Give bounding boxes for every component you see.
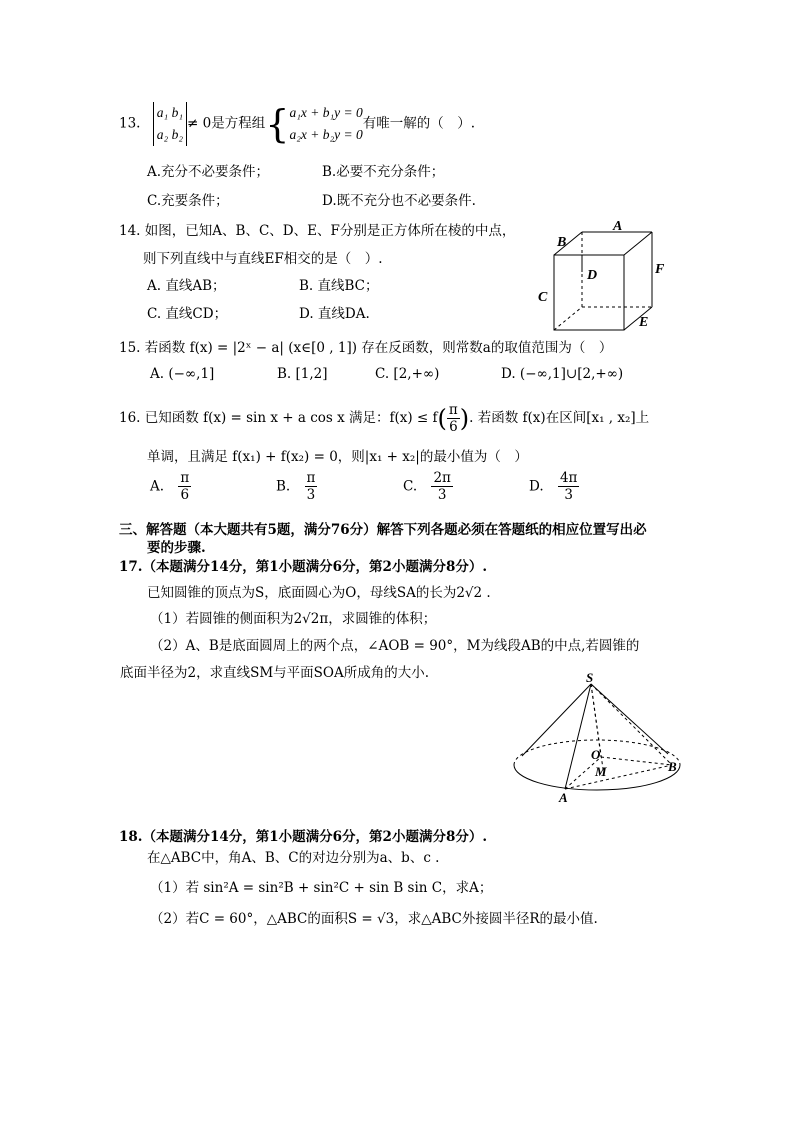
numerator: 4π (559, 470, 578, 486)
label-a: A (559, 790, 568, 805)
label-b: B (668, 759, 677, 774)
q14-option-b: B. 直线BC； (299, 278, 379, 294)
label-s: S (586, 670, 594, 685)
numerator: π (180, 470, 190, 486)
option-letter: C. (403, 478, 418, 495)
denominator: 3 (564, 487, 573, 503)
question-15 (119, 336, 612, 356)
q17-part-2-cont: 底面半径为2，求直线SM与平面SOA所成角的大小. (120, 665, 430, 681)
q14-option-a: A. 直线AB； (147, 278, 226, 294)
q14-option-d: D. 直线DA. (299, 306, 370, 322)
label-o: O (591, 747, 601, 762)
cube-front-face (554, 255, 624, 330)
q17-part-1: （1）若圆锥的侧面积为2√2π，求圆锥的体积； (150, 611, 437, 627)
q15-option-b: B. [1,2] (277, 366, 328, 382)
cone-figure (505, 668, 690, 808)
numerator: π (448, 402, 458, 418)
section-3-heading-line2: 要的步骤. (147, 540, 206, 556)
denominator: 6 (449, 419, 458, 435)
q14-stem: 如图，已知A、B、C、D、E、F分别是正方体所在棱的中点， (144, 223, 516, 239)
q18-stem: 在△ABC中，角A、B、C的对边分别为a、b、c . (147, 850, 440, 866)
question-14-line1 (119, 219, 515, 239)
numerator: 2π (433, 470, 451, 486)
q16-stem-line2: 单调，且满足 f(x₁) + f(x₂) = 0，则|x₁ + x₂|的最小值为（ ） (147, 449, 528, 465)
label-c: C (538, 290, 548, 305)
q13-option-a: A.充分不必要条件； (147, 164, 270, 180)
option-letter: B. (276, 478, 291, 495)
q16-stem-part1: 已知函数 f(x) = sin x + a cos x 满足：f(x) ≤ f (144, 410, 438, 426)
denominator: 3 (437, 487, 447, 503)
option-letter: D. (529, 478, 544, 495)
q16-option-c (403, 470, 453, 503)
question-number: 15. (119, 340, 141, 356)
equation-2: a₂x + b₂y = 0 (289, 127, 363, 142)
q16-stem-part2: . 若函数 f(x)在区间[x₁ , x₂]上 (469, 410, 650, 426)
q13-option-b: B.必要不充分条件； (322, 164, 445, 180)
question-number: 14. (119, 223, 141, 239)
q16-option-a (150, 470, 191, 503)
q15-stem: 若函数 f(x) = |2ˣ − a| (x∈[0 , 1]) 存在反函数，则常数a的取值范围为（ ） (144, 340, 613, 356)
question-16: 16. 已知函数 f(x) = sin x + a cos x 满足：f(x) ≤ f( $\frac{\pi}{6}$ ). 若函数 f(x)在区间[x₁ , x₂]上 (119, 402, 650, 435)
denominator: 3 (306, 487, 316, 503)
q16-option-b (276, 470, 317, 503)
cube-figure (535, 215, 675, 335)
q13-mid-text: ≠ 0是方程组 (187, 115, 266, 132)
label-d: D (587, 268, 598, 283)
q17-header: 17.（本题满分14分，第1小题满分6分，第2小题满分8分）. (119, 559, 488, 575)
section-3-heading: 三、解答题（本大题共有5题，满分76分）解答下列各题必须在答题纸的相应位置写出必 (119, 522, 647, 538)
label-f: F (655, 262, 665, 277)
q18-part-2: （2）若C = 60°，△ABC的面积S = √3，求△ABC外接圆半径R的最小值. (150, 911, 598, 927)
option-letter: A. (150, 478, 165, 495)
q15-option-d: D. (−∞,1]∪[2,+∞) (501, 366, 624, 382)
q13-tail: 有唯一解的（ ）. (362, 115, 476, 132)
equation-1: a₁x + b₁y = 0 (289, 105, 363, 120)
label-e: E (639, 315, 649, 330)
q16-fraction (447, 402, 460, 435)
q14-stem-line2: 则下列直线中与直线EF相交的是（ ）. (143, 251, 383, 267)
q15-option-c: C. [2,+∞) (375, 366, 440, 382)
det-row-1: a₁ b₁ (156, 105, 184, 120)
equation-system (289, 102, 362, 146)
question-number: 13. (119, 115, 141, 132)
det-row-2: a₂ b₂ (156, 127, 184, 142)
label-b: B (557, 235, 567, 250)
denominator: 6 (180, 487, 190, 503)
question-13 (119, 102, 475, 146)
q18-part-1: （1）若 sin²A = sin²B + sin²C + sin B sin C，求A； (150, 880, 493, 896)
q13-option-d: D.既不充分也不必要条件. (322, 193, 476, 209)
determinant (153, 102, 187, 146)
q13-option-c: C.充要条件； (147, 193, 229, 209)
question-number: 16. (119, 410, 141, 426)
brace: { (265, 102, 290, 146)
q17-stem: 已知圆锥的顶点为S，底面圆心为O，母线SA的长为2√2 . (147, 585, 491, 601)
q14-option-c: C. 直线CD； (147, 306, 228, 322)
q16-option-d (529, 470, 579, 503)
q18-header: 18.（本题满分14分，第1小题满分6分，第2小题满分8分）. (119, 829, 488, 845)
q17-part-2: （2）A、B是底面圆周上的两个点，∠AOB = 90°，M为线段AB的中点,若圆锥的 (150, 638, 640, 654)
q15-option-a: A. (−∞,1] (150, 366, 215, 382)
label-a: A (613, 219, 623, 234)
label-m: M (595, 764, 607, 779)
numerator: π (306, 470, 316, 486)
